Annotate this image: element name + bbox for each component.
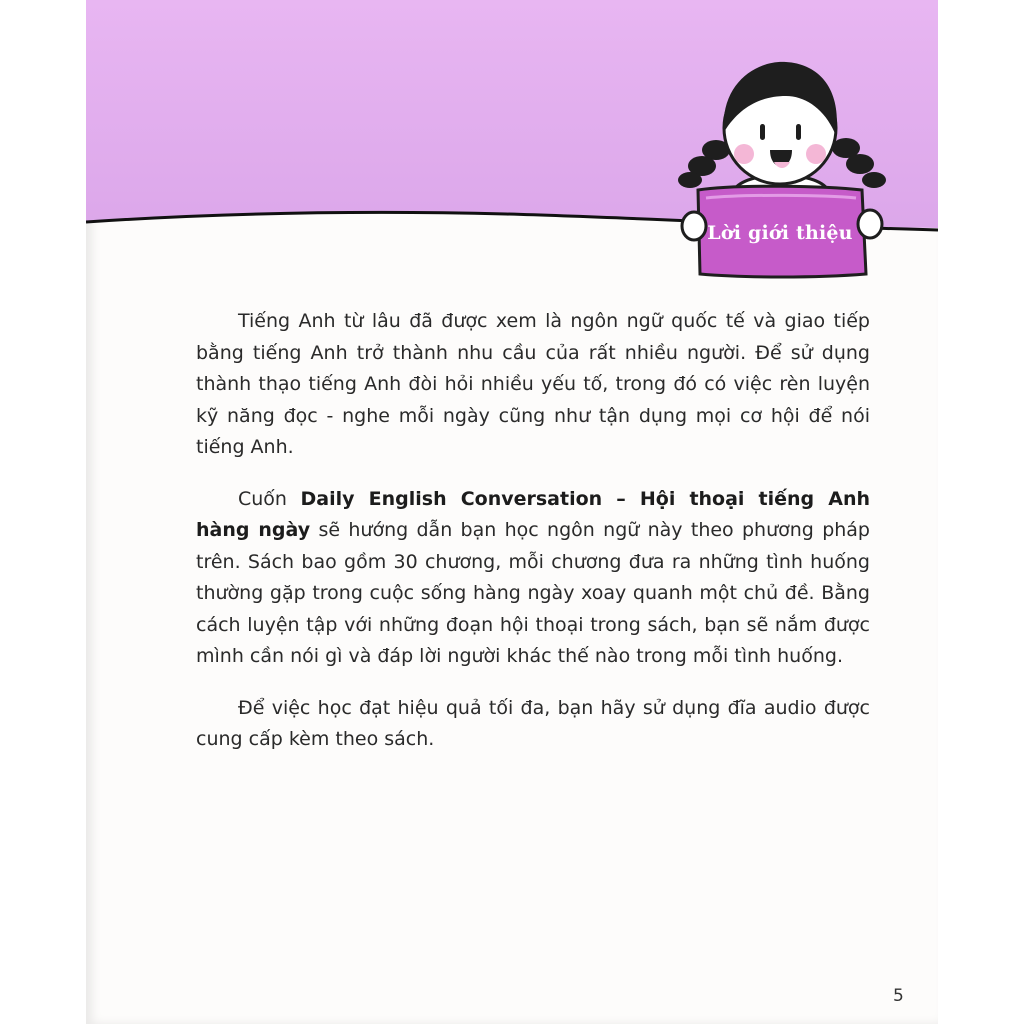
right-hand bbox=[858, 210, 882, 238]
girl-mascot-illustration bbox=[676, 40, 890, 280]
right-eye bbox=[796, 124, 801, 140]
left-eye bbox=[760, 124, 765, 140]
paragraph-1: Tiếng Anh từ lâu đã được xem là ngôn ngữ quốc tế và giao tiếp bằng tiếng Anh trở thành nhu cầu của rất nhiều người. Để sử dụng thành thạo tiếng Anh đòi hỏi nhiều yếu tố, trong đó có việc rèn luyện kỹ năng đọc - nghe mỗi ngày cũng như tận dụng mọi cơ hội để nói tiếng Anh. bbox=[196, 310, 870, 458]
right-margin bbox=[938, 0, 1024, 1024]
section-title: Lời giới thiệu bbox=[707, 222, 853, 244]
intro-text bbox=[196, 306, 870, 776]
right-braid bbox=[832, 138, 886, 188]
left-cheek bbox=[734, 144, 754, 164]
paragraph-2-body: sẽ hướng dẫn bạn học ngôn ngữ này theo phương pháp trên. Sách bao gồm 30 chương, mỗi chương đưa ra những tình huống thường gặp trong cuộc sống hàng ngày xoay quanh một chủ đề. Bằng cách luyện tập với những đoạn hội thoại trong sách, bạn sẽ nắm được mình cần nói gì và đáp lời người khác thế nào trong mỗi tình huống. bbox=[196, 519, 870, 667]
left-braid bbox=[678, 140, 730, 188]
right-cheek bbox=[806, 144, 826, 164]
paragraph-3: Để việc học đạt hiệu quả tối đa, bạn hãy sử dụng đĩa audio được cung cấp kèm theo sách. bbox=[196, 696, 870, 750]
page-number: 5 bbox=[893, 986, 904, 1006]
paragraph-2-prefix: Cuốn bbox=[238, 487, 301, 510]
paragraph-2 bbox=[196, 484, 870, 673]
left-gutter bbox=[0, 0, 86, 1024]
book-title: Daily English Conversation – Hội thoại tiếng Anh hàng ngày bbox=[196, 487, 871, 541]
